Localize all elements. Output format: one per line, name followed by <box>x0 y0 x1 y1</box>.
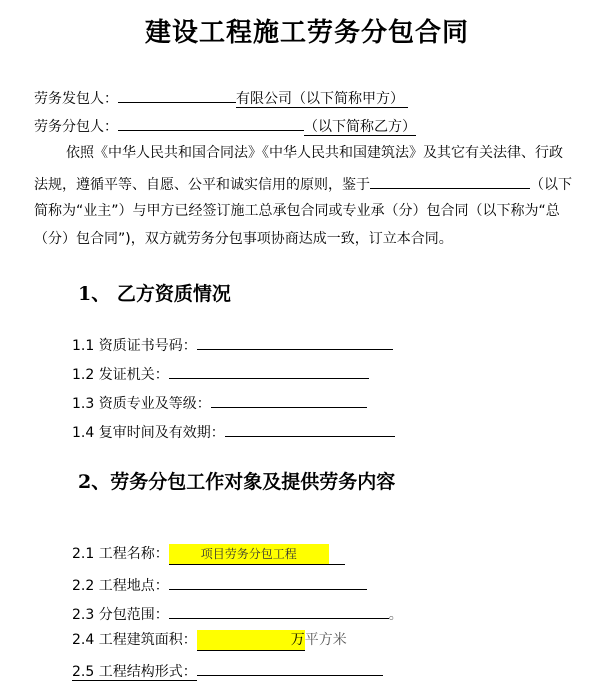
project-name-value: 项目劳务分包工程 <box>169 544 329 564</box>
item-label: 复审时间及有效期： <box>98 425 225 441</box>
item-number: 1.4 <box>72 425 95 441</box>
item-label: 工程结构形式： <box>98 664 197 680</box>
party-a-suffix: 有限公司（以下简称甲方） <box>236 91 408 108</box>
intro-line-1: 依照《中华人民共和国合同法》《中华人民共和国建筑法》及其它有关法律、行政 <box>66 145 563 161</box>
intro-line-2-end: （以下 <box>530 177 572 193</box>
intro-line-2-text: 法规，遵循平等、自愿、公平和诚实信用的原则，鉴于 <box>34 177 370 193</box>
item-label: 工程建筑面积： <box>98 632 197 648</box>
section-2-heading: 2、劳务分包工作对象及提供劳务内容 <box>78 471 396 493</box>
party-b-suffix: （以下简称乙方） <box>304 119 416 135</box>
item-number: 2.2 <box>72 578 95 594</box>
party-a-line <box>34 86 408 109</box>
item-number: 2.5 <box>72 664 95 680</box>
intro-line-4: （分）包合同”)，双方就劳务分包事项协商达成一致，订立本合同。 <box>34 231 453 247</box>
item-2-1 <box>72 544 345 565</box>
party-b-blank[interactable] <box>118 114 304 131</box>
scope-end: 。 <box>388 607 403 623</box>
qualification-blank[interactable] <box>211 391 367 408</box>
document-title: 建设工程施工劳务分包合同 <box>144 18 469 48</box>
issuer-blank[interactable] <box>169 362 369 379</box>
owner-blank[interactable] <box>370 172 530 189</box>
party-b-label: 劳务分包人： <box>34 119 118 135</box>
item-2-4 <box>72 630 347 651</box>
item-number: 1.3 <box>72 396 95 412</box>
item-2-5-label-underlined <box>72 664 197 681</box>
item-1-3 <box>72 391 367 414</box>
section-1-heading: 1、 乙方资质情况 <box>78 283 231 305</box>
item-number: 2.4 <box>72 632 95 648</box>
item-2-3 <box>72 602 403 625</box>
intro-line-3: 简称为“业主”）与甲方已经签订施工总承包合同或专业承（分）包合同（以下称为“总 <box>34 203 560 219</box>
item-label: 资质专业及等级： <box>98 396 211 412</box>
cert-number-blank[interactable] <box>197 333 393 350</box>
item-number: 2.1 <box>72 546 95 562</box>
location-blank[interactable] <box>169 573 367 590</box>
review-date-blank[interactable] <box>225 420 395 437</box>
party-a-label: 劳务发包人： <box>34 91 118 107</box>
item-label: 发证机关： <box>98 367 169 383</box>
item-number: 1.1 <box>72 338 95 354</box>
item-number: 2.3 <box>72 607 95 623</box>
party-a-blank[interactable] <box>118 86 236 103</box>
area-field[interactable] <box>197 630 305 651</box>
item-label: 资质证书号码： <box>98 338 197 354</box>
party-b-line <box>34 114 416 137</box>
item-label: 分包范围： <box>98 607 169 623</box>
intro-line-2 <box>34 172 572 195</box>
scope-blank[interactable] <box>169 602 389 619</box>
item-1-2 <box>72 362 369 385</box>
item-label: 工程名称： <box>98 546 169 562</box>
item-2-2 <box>72 573 367 596</box>
area-unit: 平方米 <box>304 632 347 648</box>
item-2-5 <box>72 659 383 682</box>
structure-blank[interactable] <box>197 659 383 676</box>
item-number: 1.2 <box>72 367 95 383</box>
item-1-1 <box>72 333 393 356</box>
project-name-field[interactable] <box>169 544 345 565</box>
item-1-4 <box>72 420 395 443</box>
area-value: 万 <box>197 630 305 650</box>
item-label: 工程地点： <box>98 578 169 594</box>
